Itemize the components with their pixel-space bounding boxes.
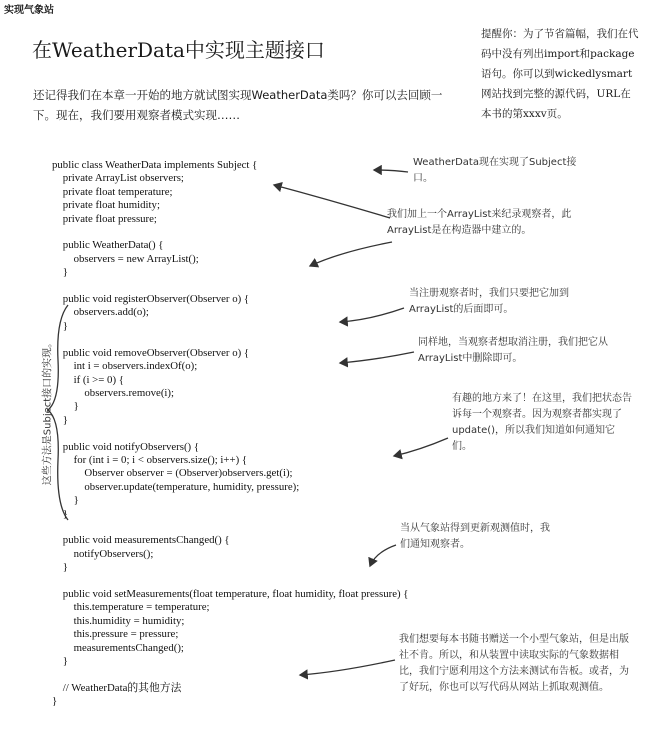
- code-line: }: [52, 507, 68, 520]
- arrow-arraylist-ctor: [310, 242, 392, 266]
- note-notify: 有趣的地方来了！在这里，我们把状态告诉每一个观察者。因为观察者都实现了update()，所以我们知道如何通知它们。: [452, 393, 632, 452]
- arrow-implements: [374, 170, 408, 172]
- code-line: public void setMeasurements(float temperature, float humidity, float pressure) {: [52, 588, 409, 600]
- code-line: }: [52, 413, 68, 426]
- side-brace: [48, 305, 68, 520]
- arrow-arraylist-field: [274, 185, 390, 218]
- code-line: private ArrayList observers;: [52, 172, 184, 185]
- code-line: public void measurementsChanged() {: [52, 534, 230, 547]
- arrow-changed: [370, 545, 396, 566]
- arrow-set: [300, 660, 395, 675]
- code-line: }: [52, 655, 68, 668]
- code-line: private float humidity;: [52, 199, 160, 212]
- page-title: 在WeatherData中实现主题接口: [32, 38, 325, 62]
- note-arraylist: 我们加上一个ArrayList来纪录观察者，此ArrayList是在构造器中建立的。: [387, 209, 572, 236]
- code-line: private float pressure;: [52, 212, 157, 225]
- note-changed: 当从气象站得到更新观测值时，我们通知观察者。: [400, 523, 550, 550]
- code-line: this.humidity = humidity;: [52, 614, 185, 627]
- code-line: notifyObservers();: [52, 547, 154, 560]
- intro-paragraph: 还记得我们在本章一开始的地方就试图实现WeatherData类吗？你可以去回顾一下。现在，我们要用观察者模式实现……: [33, 88, 443, 122]
- arrow-register: [340, 308, 404, 322]
- code-line: public WeatherData() {: [52, 239, 164, 252]
- tip-box: 提醒你：为了节省篇幅，我们在代码中没有列出import和package语句。你可以到wickedlysmart网站找到完整的源代码，URL在本书的第xxxv页。: [481, 28, 639, 120]
- code-line: int i = observers.indexOf(o);: [52, 360, 198, 373]
- code-line: this.pressure = pressure;: [52, 628, 179, 641]
- code-line: if (i >= 0) {: [52, 373, 124, 386]
- note-remove: 同样地，当观察者想取消注册，我们把它从ArrayList中删除即可。: [418, 337, 608, 364]
- code-line: }: [52, 695, 58, 708]
- running-header: 实现气象站: [4, 5, 54, 16]
- note-set: 我们想要每本书随书赠送一个小型气象站，但是出版社不肯。所以，和从装置中读取实际的气象数据相比，我们宁愿利用这个方法来测试布告板。或者，为了好玩，你也可以写代码从网站上抓取观测值。: [399, 634, 629, 693]
- code-line: observers.add(o);: [52, 306, 149, 319]
- code-line: }: [52, 319, 68, 332]
- code-line: Observer observer = (Observer)observers.get(i);: [52, 467, 293, 480]
- arrow-notify: [394, 438, 448, 456]
- code-line: }: [52, 266, 68, 279]
- code-line: this.temperature = temperature;: [52, 601, 210, 614]
- code-line: for (int i = 0; i < observers.size(); i++) {: [52, 453, 248, 466]
- code-line: private float temperature;: [52, 185, 173, 198]
- side-label-subject-methods: 这些方法是Subject接口的实现。: [42, 337, 54, 486]
- code-line: observer.update(temperature, humidity, pressure);: [52, 480, 300, 493]
- note-implements: WeatherData现在实现了Subject接口。: [413, 157, 577, 184]
- code-line: }: [52, 494, 79, 507]
- code-line: }: [52, 400, 79, 413]
- code-line: }: [52, 561, 68, 574]
- code-line: observers.remove(i);: [52, 386, 175, 399]
- code-line: observers = new ArrayList();: [52, 252, 199, 265]
- arrow-remove: [340, 352, 414, 363]
- code-line: public void registerObserver(Observer o) {: [52, 293, 250, 306]
- code-line: // WeatherData的其他方法: [52, 681, 182, 694]
- code-line: public void removeObserver(Observer o) {: [52, 346, 250, 359]
- note-register: 当注册观察者时，我们只要把它加到ArrayList的后面即可。: [409, 288, 569, 315]
- code-line: public void notifyObservers() {: [52, 440, 200, 453]
- code-line: public class WeatherData implements Subject {: [52, 159, 258, 171]
- code-line: measurementsChanged();: [52, 641, 184, 654]
